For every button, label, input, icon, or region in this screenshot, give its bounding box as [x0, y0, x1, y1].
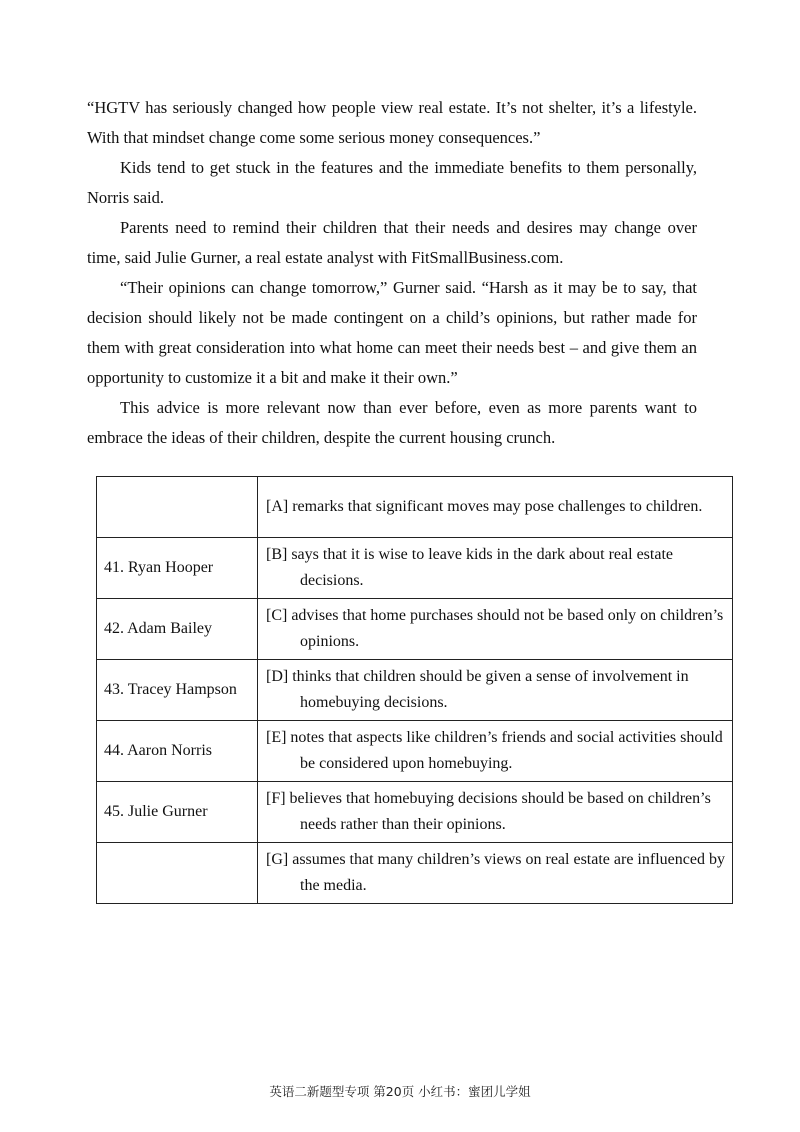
- option-e: [E] notes that aspects like children’s friends and social activities should be considered upon homebuying.: [266, 729, 723, 772]
- option-d: [D] thinks that children should be given a sense of involvement in homebuying decisions.: [266, 668, 689, 711]
- table-row: [97, 477, 733, 538]
- paragraph-quote-hgtv: “HGTV has seriously changed how people view real estate. It’s not shelter, it’s a lifestyle. With that mindset change come some serious money consequences.”: [87, 98, 697, 147]
- paragraph-kids-features: Kids tend to get stuck in the features and the immediate benefits to them personally, Norris said.: [87, 158, 697, 207]
- page-footer: 英语二新题型专项 第20页 小红书：蜜团儿学姐: [269, 1084, 531, 1099]
- matching-table: [96, 476, 733, 904]
- article-body: [87, 93, 697, 453]
- paragraph-advice-relevant: This advice is more relevant now than ever before, even as more parents want to embrace the ideas of their children, despite the current housing crunch.: [87, 398, 697, 447]
- table-row: [97, 843, 733, 904]
- table-row: [97, 660, 733, 721]
- person-name: [97, 477, 258, 538]
- option-f: [F] believes that homebuying decisions should be based on children’s needs rather than their opinions.: [266, 790, 711, 833]
- person-name: 41. Ryan Hooper: [97, 538, 258, 599]
- person-name: 43. Tracey Hampson: [97, 660, 258, 721]
- table-row: [97, 782, 733, 843]
- table-row: [97, 599, 733, 660]
- option-g: [G] assumes that many children’s views on real estate are influenced by the media.: [266, 851, 725, 894]
- person-name: 42. Adam Bailey: [97, 599, 258, 660]
- table-row: [97, 538, 733, 599]
- table-row: [97, 721, 733, 782]
- person-name: 45. Julie Gurner: [97, 782, 258, 843]
- person-name: 44. Aaron Norris: [97, 721, 258, 782]
- option-c: [C] advises that home purchases should not be based only on children’s opinions.: [266, 607, 724, 650]
- option-b: [B] says that it is wise to leave kids in the dark about real estate decisions.: [266, 546, 673, 589]
- paragraph-gurner-quote: “Their opinions can change tomorrow,” Gurner said. “Harsh as it may be to say, that decision should likely not be made contingent on a child’s opinions, but rather made for them with great consideration into what home can meet their needs best – and give them an opportunity to customize it a bit and make it their own.”: [87, 278, 697, 387]
- paragraph-parents-remind: Parents need to remind their children that their needs and desires may change over time, said Julie Gurner, a real estate analyst with FitSmallBusiness.com.: [87, 218, 697, 267]
- person-name: [97, 843, 258, 904]
- option-a: [A] remarks that significant moves may pose challenges to children.: [266, 498, 703, 515]
